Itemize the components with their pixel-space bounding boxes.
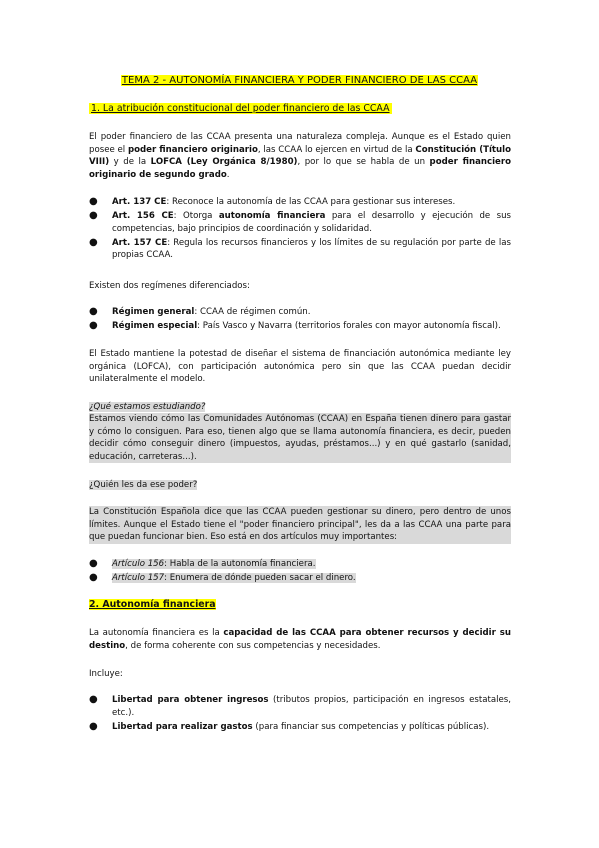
question-1-text: ¿Qué estamos estudiando?	[89, 402, 206, 412]
section-2-paragraph: La autonomía financiera es la capacidad de las CCAA para obtener recursos y decidir su destino, de forma coherente con sus competencias y necesidades.	[89, 628, 511, 651]
bullet-icon: ●	[89, 572, 98, 584]
bullet-icon: ●	[89, 210, 98, 222]
list-item: ● Régimen general: CCAA de régimen común.	[89, 306, 311, 317]
regimes-list	[89, 306, 511, 334]
bullet-icon: ●	[89, 720, 98, 732]
list-item: ● Art. 156 CE: Otorga autonomía financiera para el desarrollo y ejecución de sus competencias, bajo principios de coordinación y solidaridad.	[89, 210, 511, 234]
list-item: ● Libertad para realizar gastos (para financiar sus competencias y políticas públicas).	[89, 720, 490, 732]
includes-list	[89, 694, 511, 735]
bullet-icon: ●	[89, 306, 98, 317]
articles-list	[89, 196, 511, 263]
question-2-list	[89, 558, 511, 586]
section-2-heading	[89, 599, 511, 612]
title-text: TEMA 2 - AUTONOMÍA FINANCIERA Y PODER FINANCIERO DE LAS CCAA	[121, 75, 478, 86]
question-1	[89, 401, 511, 414]
bullet-icon: ●	[89, 196, 98, 207]
question-2	[89, 479, 511, 492]
document-title	[0, 75, 599, 86]
section-1-heading-text: 1. La atribución constitucional del poder financiero de las CCAA	[91, 103, 390, 114]
list-item: ● Art. 157 CE: Regula los recursos financieros y los límites de su regulación por parte de las propias CCAA.	[89, 236, 511, 261]
regimes-intro: Existen dos regímenes diferenciados:	[89, 281, 250, 291]
list-item: ● Art. 137 CE: Reconoce la autonomía de las CCAA para gestionar sus intereses.	[89, 196, 456, 207]
list-item: ● Artículo 157: Enumera de dónde pueden sacar el dinero.	[89, 572, 356, 584]
question-1-answer: Estamos viendo cómo las Comunidades Autónomas (CCAA) en España tienen dinero para gastar y cómo lo consiguen. Para eso, tienen algo que se llama autonomía financiera, es decir, pueden decidir cómo conseguir dinero (impuestos, ayudas, préstamos...) y en qué gastarlo (sanidad, educación, carreteras...).	[89, 414, 511, 462]
list-item: ● Artículo 156: Habla de la autonomía financiera.	[89, 558, 316, 569]
question-2-text: ¿Quién les da ese poder?	[89, 480, 198, 490]
includes-label: Incluye:	[89, 669, 123, 679]
estado-paragraph: El Estado mantiene la potestad de diseñar el sistema de financiación autonómica mediante ley orgánica (LOFCA), con participación autonómica pero sin que las CCAA puedan decidir unilateralmente el modelo.	[89, 349, 511, 385]
question-2-answer: La Constitución Española dice que las CCAA pueden gestionar su dinero, pero dentro de unos límites. Aunque el Estado tiene el "poder financiero principal", les da a las CCAA una parte para que puedan funcionar bien. Eso está en dos artículos muy importantes:	[89, 507, 511, 543]
intro-paragraph: El poder financiero de las CCAA presenta una naturaleza compleja. Aunque es el Estado quien posee el poder financiero originario, las CCAA lo ejercen en virtud de la Constitución (Título VIII) y de la LOFCA (Ley Orgánica 8/1980), por lo que se habla de un poder financiero originario de segundo grado.	[89, 132, 512, 180]
bullet-icon: ●	[89, 694, 98, 705]
bullet-icon: ●	[89, 236, 98, 248]
bullet-icon: ●	[89, 558, 98, 569]
section-2-heading-text: 2. Autonomía financiera	[89, 599, 216, 610]
list-item: ● Libertad para obtener ingresos (tributos propios, participación en ingresos estatales, etc.).	[89, 694, 511, 718]
section-1-heading	[89, 103, 511, 116]
list-item: ● Régimen especial: País Vasco y Navarra (territorios forales con mayor autonomía fiscal).	[89, 320, 501, 332]
bullet-icon: ●	[89, 320, 98, 332]
